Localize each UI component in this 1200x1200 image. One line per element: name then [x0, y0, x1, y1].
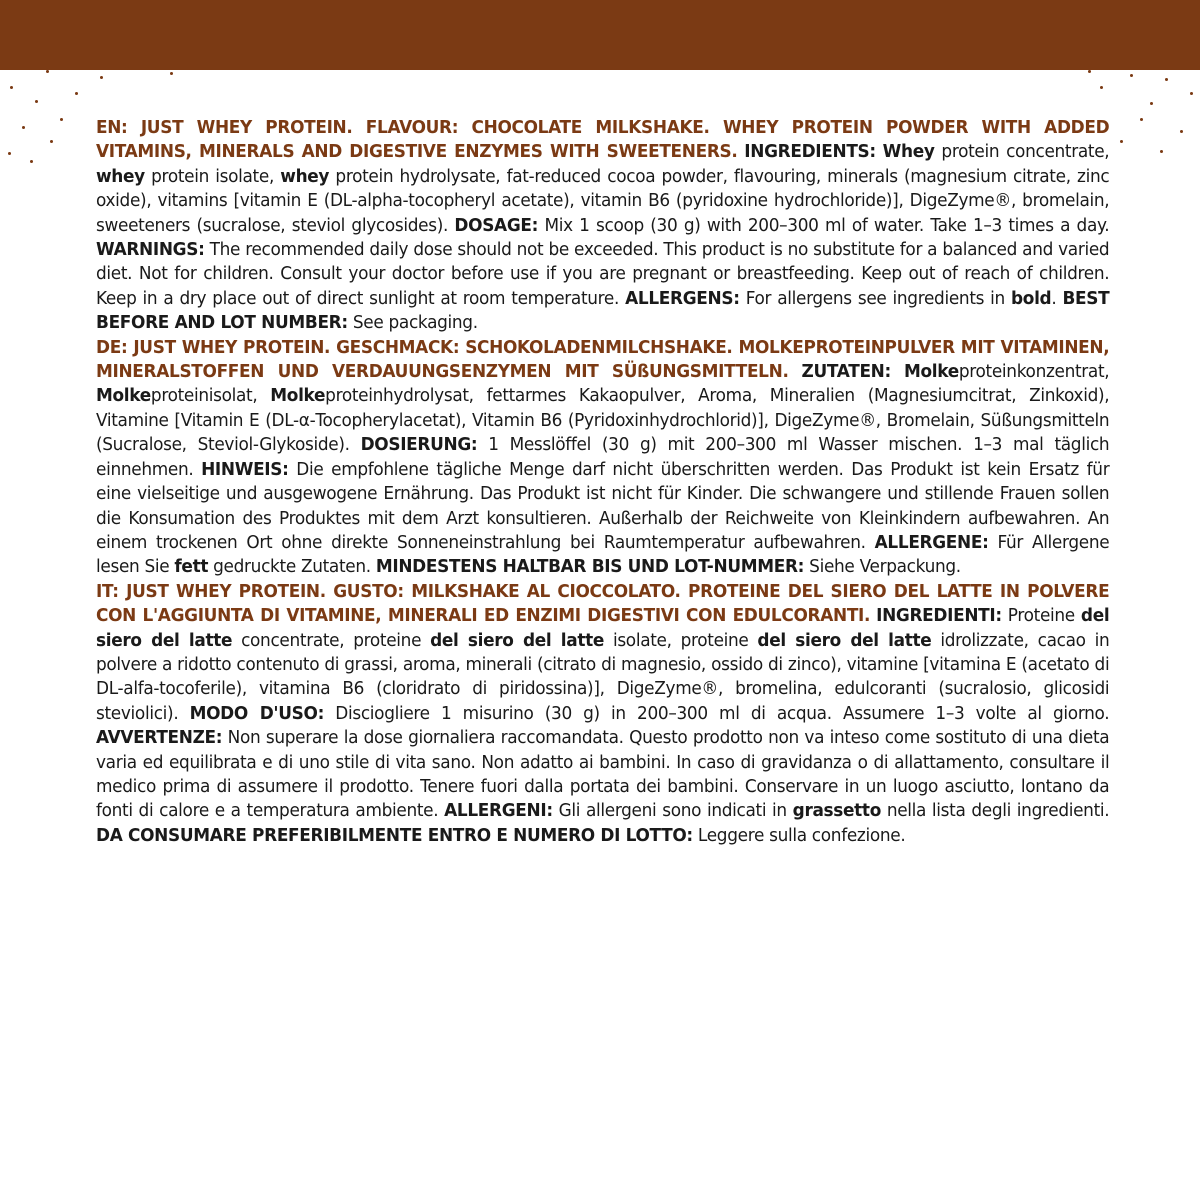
german-allergens-text: gedruckte Zutaten. [208, 556, 376, 578]
italian-allergens-bold-word: grassetto [792, 800, 882, 822]
english-heading: EN: JUST WHEY PROTEIN. FLAVOUR: CHOCOLATE MILKSHAKE. WHEY PROTEIN POWDER WITH ADDED VITAMINS, MINERALS AND DIGESTIVE ENZYMES WITH SWEETENERS. [96, 117, 1110, 163]
english-dosage-text: Mix 1 scoop (30 g) with 200–300 ml of water. Take 1–3 times a day. [538, 214, 1110, 236]
german-heading: DE: JUST WHEY PROTEIN. GESCHMACK: SCHOKOLADENMILCHSHAKE. MOLKEPROTEINPULVER MIT VITAMINEN, MINERALSTOFFEN UND VERDAUUNGSENZYMEN MIT SÜßUNGSMITTELN. [96, 336, 1110, 383]
german-allergen-word: Molke [903, 361, 959, 383]
italian-ingredients-text: concentrate, proteine [232, 629, 431, 651]
english-allergens-text: For allergens see ingredients in [739, 287, 1012, 309]
german-warnings-text: Die empfohlene tägliche Menge darf nicht überschritten werden. Das Produkt ist kein Ersatz für eine vielseitige und ausgewogene Ernährung. Das Produkt ist nicht für Kinder. Die schwangere und stillende Frauen sollen die Konsumation des Produktes mit dem Arzt konsultieren. Außerhalb der Reichweite von Kleinkindern aufbewahren. An einem trockenen Ort ohne direkte Sonneneinstrahlung bei Raumtemperatur aufbewahren. [96, 458, 1110, 553]
italian-allergen-word: del siero del latte [757, 629, 932, 651]
italian-allergens-label: ALLERGENI: [444, 800, 553, 822]
italian-warnings-label: AVVERTENZE: [96, 727, 223, 749]
italian-ingredients-label: INGREDIENTI: [876, 605, 1002, 627]
italian-ingredients-text: idrolizzate, cacao in polvere a ridotto contenuto di grassi, aroma, minerali (citrato di magnesio, ossido di zinco), vitamine [vitamina E (acetato di DL-alfa-tocoferile), vitamina B6 (cloridrato di piridossina)], DigeZyme®, bromelina, edulcoranti (sucralosio, glicosidi steviolici). [96, 629, 1110, 724]
multilingual-label-text [96, 116, 1109, 848]
german-allergens-bold-word: fett [174, 556, 209, 578]
english-allergen-word: whey [280, 165, 330, 187]
italian-ingredients-text: isolate, proteine [604, 629, 758, 651]
german-warnings-label: HINWEIS: [201, 458, 289, 480]
english-allergen-word: whey [96, 165, 145, 187]
german-allergen-word: Molke [96, 385, 151, 407]
english-allergens-text: . [1051, 287, 1063, 309]
german-allergens-label: ALLERGENE: [874, 531, 989, 553]
italian-heading: IT: JUST WHEY PROTEIN. GUSTO: MILKSHAKE AL CIOCCOLATO. PROTEINE DEL SIERO DEL LATTE IN POLVERE CON L'AGGIUNTA DI VITAMINE, MINERALI ED ENZIMI DIGESTIVI CON EDULCORANTI. [96, 580, 1110, 627]
german-section [96, 336, 1109, 580]
italian-section [96, 580, 1109, 848]
italian-allergens-text: nella lista degli ingredienti. [881, 800, 1110, 822]
german-ingredients-text: proteinkonzentrat, [958, 361, 1110, 383]
italian-dosage-label: MODO D'USO: [189, 702, 325, 724]
english-warnings-label: WARNINGS: [96, 239, 205, 261]
italian-allergen-word: del siero del latte [96, 605, 1110, 651]
english-ingredients-text: protein isolate, [144, 165, 281, 187]
italian-bestbefore-text: Leggere sulla confezione. [692, 824, 906, 846]
german-ingredients-text: proteinhydrolysat, fettarmes Kakaopulver, Aroma, Mineralien (Magnesiumcitrat, Zinkoxid), Vitamine [Vitamin E (DL-α-Tocopherylacetat), Vitamin B6 (Pyridoxinhydrochlorid)], DigeZyme®, Bromelain, Süßungsmitteln (Sucralose, Steviol-Glykoside). [96, 385, 1110, 456]
english-ingredients-text: protein concentrate, [934, 141, 1110, 163]
german-dosage-text: 1 Messlöffel (30 g) mit 200–300 ml Wasser mischen. 1–3 mal täglich einnehmen. [96, 434, 1110, 480]
english-ingredients-text: protein hydrolysate, fat-reduced cocoa powder, flavouring, minerals (magnesium citrate, zinc oxide), vitamins [vitamin E (DL-alpha-tocopheryl acetate), vitamin B6 (pyridoxine hydrochloride)], DigeZyme®, bromelain, sweeteners (sucralose, steviol glycosides). [96, 165, 1110, 236]
english-allergen-word: Whey [882, 141, 935, 163]
english-allergens-label: ALLERGENS: [625, 287, 740, 309]
english-dosage-label: DOSAGE: [454, 214, 539, 236]
italian-ingredients-text: Proteine [1001, 605, 1081, 627]
english-ingredients-label: INGREDIENTS: [744, 141, 876, 163]
italian-allergens-text: Gli allergeni sono indicati in [552, 800, 793, 822]
english-allergens-bold-word: bold [1011, 287, 1052, 309]
english-warnings-text: The recommended daily dose should not be exceeded. This product is no substitute for a balanced and varied diet. Not for children. Consult your doctor before use if you are pregnant or breastfeeding. Keep out of reach of children. Keep in a dry place out of direct sunlight at room temperature. [96, 239, 1110, 309]
german-dosage-label: DOSIERUNG: [360, 434, 478, 456]
german-bestbefore-label: MINDESTENS HALTBAR BIS UND LOT-NUMMER: [375, 556, 805, 578]
english-section [96, 116, 1109, 336]
english-bestbefore-text: See packaging. [347, 312, 478, 334]
german-ingredients-text: proteinisolat, [150, 385, 271, 407]
german-ingredients-label: ZUTATEN: [801, 361, 891, 383]
german-allergen-word: Molke [270, 385, 326, 407]
italian-dosage-text: Disciogliere 1 misurino (30 g) in 200–300 ml di acqua. Assumere 1–3 volte al giorno. [324, 702, 1110, 724]
german-allergens-text: Für Allergene lesen Sie [96, 531, 1110, 578]
german-bestbefore-text: Siehe Verpackung. [804, 556, 961, 578]
italian-bestbefore-label: DA CONSUMARE PREFERIBILMENTE ENTRO E NUMERO DI LOTTO: [96, 824, 693, 846]
italian-allergen-word: del siero del latte [430, 629, 605, 651]
italian-warnings-text: Non superare la dose giornaliera raccomandata. Questo prodotto non va inteso come sostituto di una dieta varia ed equilibrata e di uno stile di vita sano. Non adatto ai bambini. In caso di gravidanza o di allattamento, consultare il medico prima di assumere il prodotto. Tenere fuori dalla portata dei bambini. Conservare in un luogo asciutto, lontano da fonti di calore e a temperatura ambiente. [96, 727, 1110, 822]
english-bestbefore-label: BEST BEFORE AND LOT NUMBER: [96, 287, 1110, 334]
